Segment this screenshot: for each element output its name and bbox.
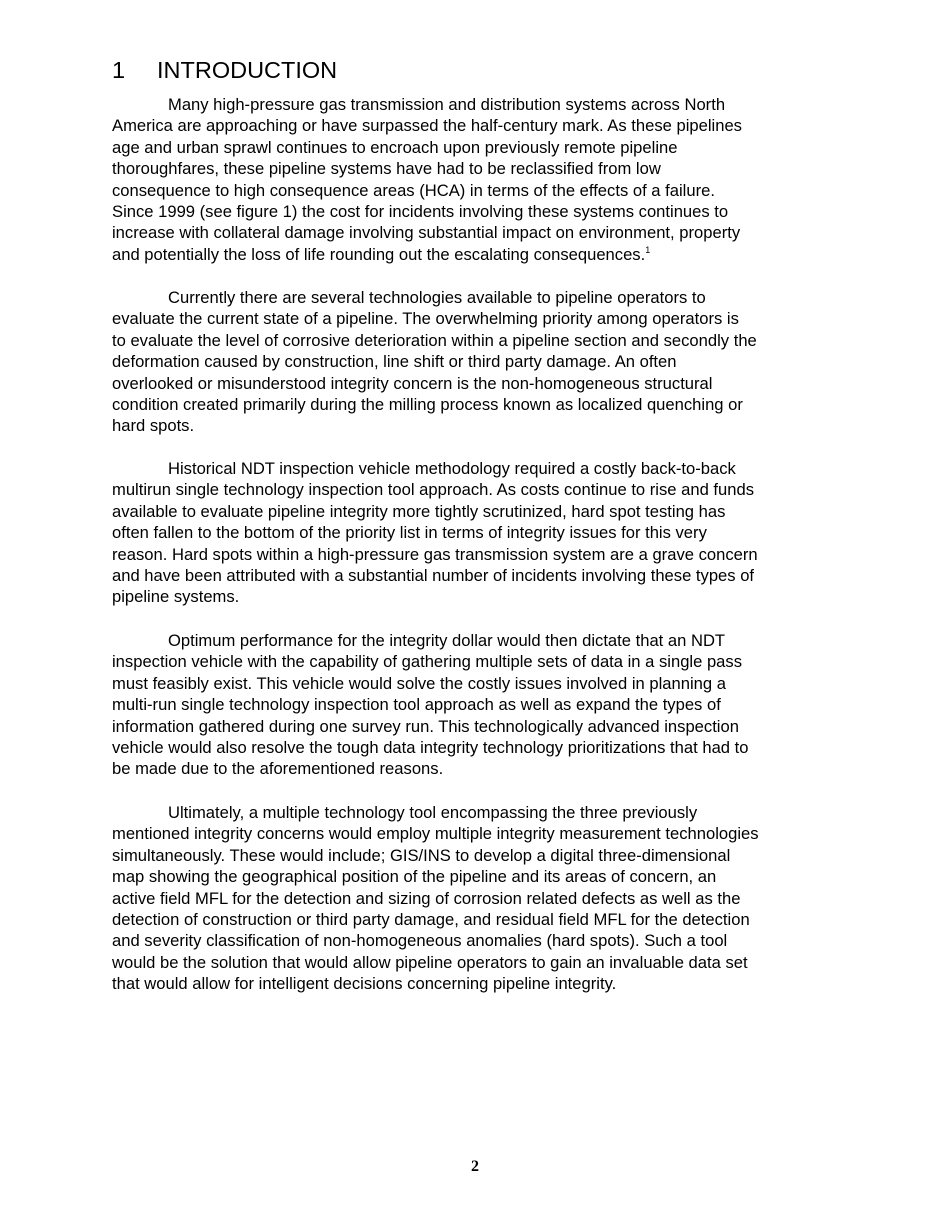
paragraph-line: information gathered during one survey run. This technologically advanced inspection [112,716,739,736]
paragraph-4 [112,630,852,780]
paragraph-line: available to evaluate pipeline integrity more tightly scrutinized, hard spot testing has [112,501,726,521]
paragraph-line: multirun single technology inspection tool approach. As costs continue to rise and funds [112,480,755,500]
paragraph-line: and severity classification of non-homogeneous anomalies (hard spots). Such a tool [112,931,728,951]
paragraph-line: consequence to high consequence areas (HCA) in terms of the effects of a failure. [112,180,715,200]
paragraph-line: be made due to the aforementioned reasons. [112,759,444,779]
paragraph-line: increase with collateral damage involving substantial impact on environment, property [112,223,741,243]
paragraph-line: condition created primarily during the milling process known as localized quenching or [112,395,743,415]
section-title: INTRODUCTION [157,57,338,83]
paragraph-line: thoroughfares, these pipeline systems have had to be reclassified from low [112,159,661,179]
paragraph-line: reason. Hard spots within a high-pressure gas transmission system are a grave concern [112,544,758,564]
paragraph-line: vehicle would also resolve the tough data integrity technology prioritizations that had to [112,738,749,758]
paragraph-line: Currently there are several technologies available to pipeline operators to [168,288,706,307]
paragraph-line: often fallen to the bottom of the priority list in terms of integrity issues for this very [112,523,707,543]
paragraph-line: Optimum performance for the integrity dollar would then dictate that an NDT [168,631,726,650]
section-number: 1 [112,57,126,83]
paragraph-line: inspection vehicle with the capability of gathering multiple sets of data in a single pass [112,652,743,672]
paragraph-line: Since 1999 (see figure 1) the cost for incidents involving these systems continues to [112,202,729,222]
paragraph-line: deformation caused by construction, line shift or third party damage. An often [112,352,677,372]
footnote-reference[interactable]: 1 [645,244,651,255]
paragraph-line: must feasibly exist. This vehicle would solve the costly issues involved in planning a [112,673,726,693]
paragraph-line: detection of construction or third party damage, and residual field MFL for the detection [112,910,750,930]
paragraph-line: pipeline systems. [112,587,240,607]
paragraph-line: multi-run single technology inspection tool approach as well as expand the types of [112,695,721,715]
paragraph-line: simultaneously. These would include; GIS/INS to develop a digital three-dimensional [112,845,731,865]
paragraph-line-last [112,244,852,265]
paragraph-1 [112,94,852,265]
paragraph-line: would be the solution that would allow pipeline operators to gain an invaluable data set [112,952,748,972]
page-number: 2 [471,1158,479,1175]
paragraph-line: overlooked or misunderstood integrity concern is the non-homogeneous structural [112,373,713,393]
paragraph-line: mentioned integrity concerns would employ multiple integrity measurement technologies [112,824,759,844]
paragraph-line: evaluate the current state of a pipeline. The overwhelming priority among operators is [112,309,739,329]
paragraph-2 [112,287,852,437]
section-heading [112,56,337,84]
paragraph-line: Many high-pressure gas transmission and distribution systems across North [168,95,726,114]
paragraph-line: active field MFL for the detection and sizing of corrosion related defects as well as the [112,888,741,908]
paragraph-line: hard spots. [112,416,195,436]
paragraph-line: that would allow for intelligent decisions concerning pipeline integrity. [112,974,617,994]
paragraph-line: age and urban sprawl continues to encroach upon previously remote pipeline [112,137,678,157]
paragraph-5 [112,802,852,995]
paragraph-line: and have been attributed with a substantial number of incidents involving these types of [112,566,755,586]
paragraph-line-text: and potentially the loss of life rounding out the escalating consequences. [112,244,646,264]
paragraph-3 [112,458,852,608]
paragraph-line: Historical NDT inspection vehicle methodology required a costly back-to-back [168,459,736,478]
paragraph-line: Ultimately, a multiple technology tool encompassing the three previously [168,803,698,822]
paragraph-line: to evaluate the level of corrosive deterioration within a pipeline section and secondly the [112,330,757,350]
paragraph-line: America are approaching or have surpassed the half-century mark. As these pipelines [112,116,742,136]
paragraph-line: map showing the geographical position of the pipeline and its areas of concern, an [112,867,717,887]
